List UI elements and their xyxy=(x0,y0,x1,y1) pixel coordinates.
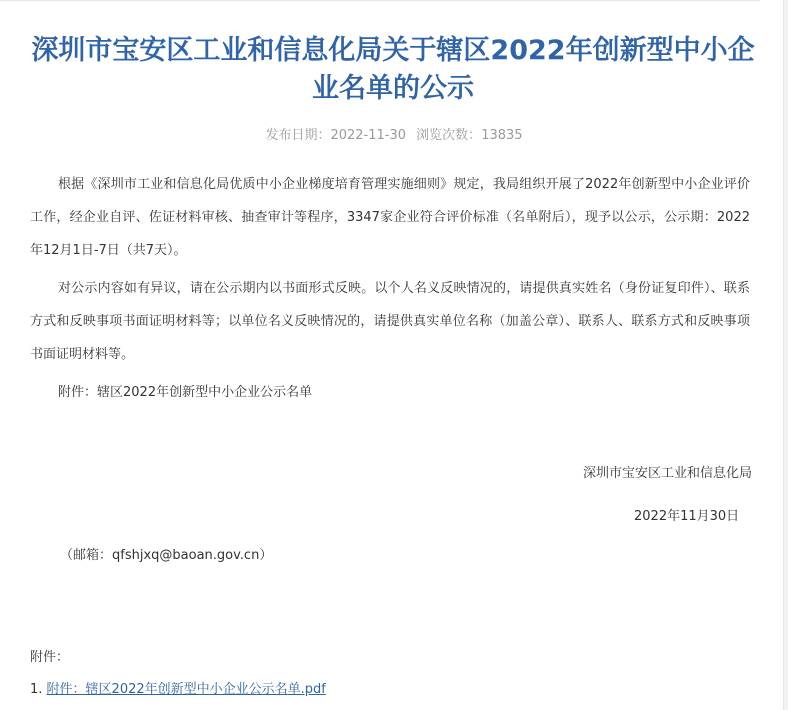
publish-info xyxy=(265,128,406,143)
article-meta xyxy=(0,126,788,146)
publish-label: 发布日期： xyxy=(265,128,331,143)
sign-date: 2022年11月30日 xyxy=(634,509,740,524)
body-paragraph-2: 对公示内容如有异议，请在公示期内以书面形式反映。以个人名义反映情况的，请提供真实姓名（身份证复印件）、联系方式和反映事项书面证明材料等；以单位名义反映情况的，请提供真实单位名称（加盖公章）、联系人、联系方式和反映事项书面证明材料等。 xyxy=(30,281,750,362)
contact-email: （邮箱：qfshjxq@baoan.gov.cn） xyxy=(60,548,273,563)
top-divider xyxy=(0,0,760,5)
views-count: 13835 xyxy=(481,128,523,143)
attachment-link[interactable]: 附件：辖区2022年创新型中小企业公示名单.pdf xyxy=(46,682,326,697)
body-paragraph-1: 根据《深圳市工业和信息化局优质中小企业梯度培育管理实施细则》规定，我局组织开展了2022年创新型中小企业评价工作，经企业自评、佐证材料审核、抽查审计等程序，3347家企业符合评价标准（名单附后），现予以公示，公示期：2022年12月1日-7日（共7天）。 xyxy=(30,177,750,258)
attachment-index: 1. xyxy=(30,682,43,697)
scrollbar-track[interactable] xyxy=(783,0,788,710)
publish-date: 2022-11-30 xyxy=(330,128,407,143)
views-label: 浏览次数： xyxy=(416,128,482,143)
page-title: 深圳市宝安区工业和信息化局关于辖区2022年创新型中小企业名单的公示 xyxy=(31,35,755,104)
views-info xyxy=(416,128,522,143)
attachment-item xyxy=(30,680,326,700)
body-paragraph-attachment-note: 附件：辖区2022年创新型中小企业公示名单 xyxy=(58,385,313,400)
issuer-signature: 深圳市宝安区工业和信息化局 xyxy=(582,466,752,481)
attachments-heading: 附件： xyxy=(30,650,70,665)
